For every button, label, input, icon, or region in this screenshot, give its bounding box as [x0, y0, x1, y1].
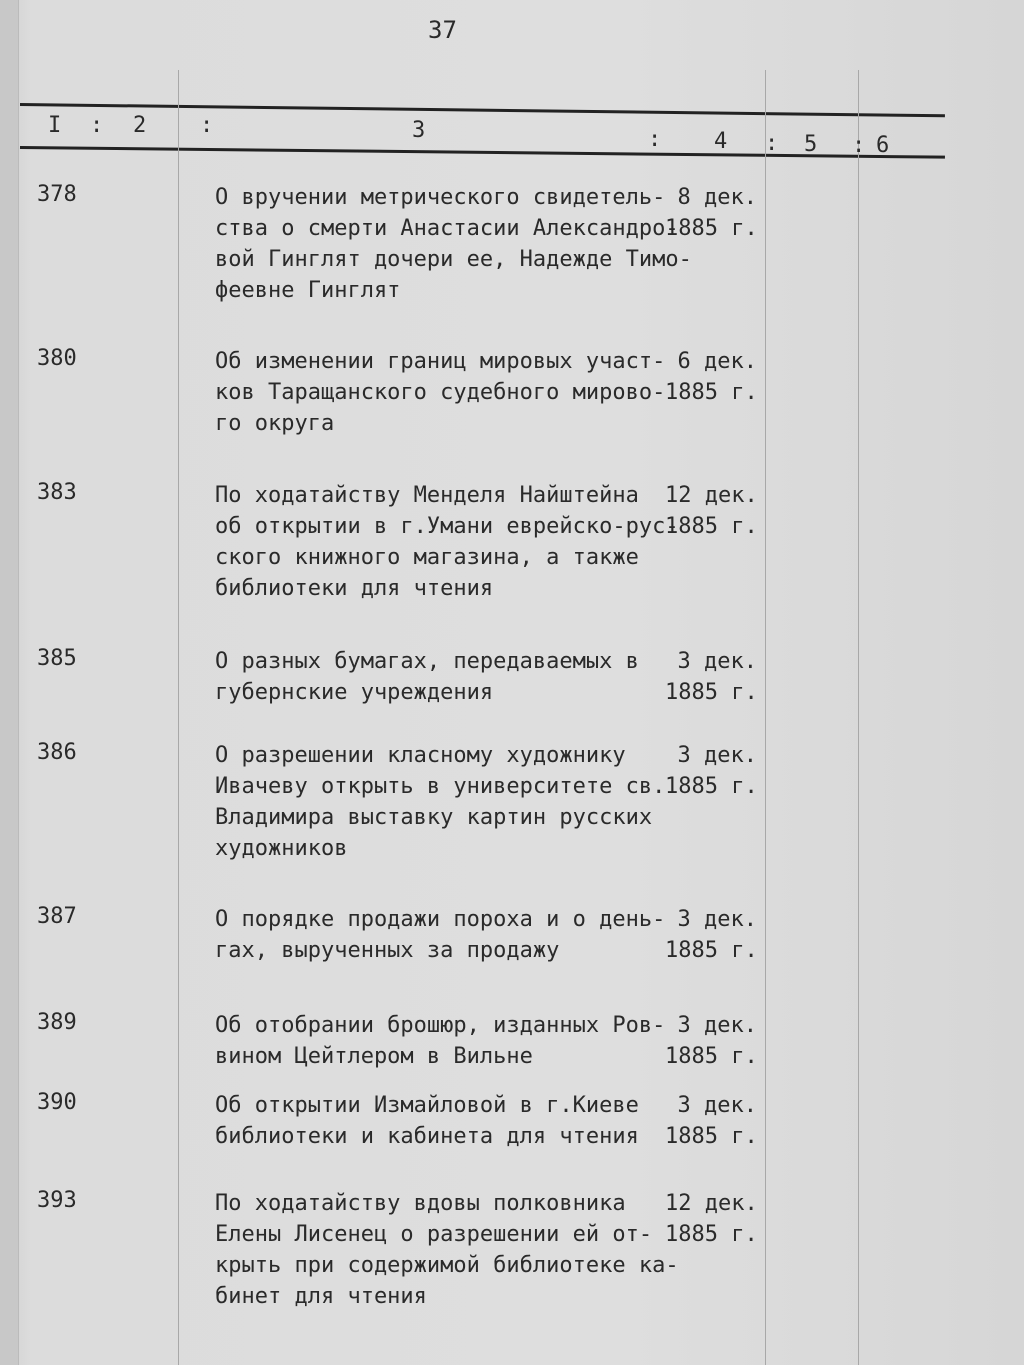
entry-date — [665, 480, 757, 542]
entry-number: 393 — [37, 1188, 77, 1213]
column-separator: : — [648, 127, 662, 152]
entry-description — [215, 1188, 679, 1312]
date-line: 3 дек. — [677, 743, 757, 768]
entry-description — [215, 480, 679, 604]
date-line: 3 дек. — [677, 1013, 757, 1038]
date-line: 12 дек. — [665, 483, 758, 508]
date-line: 1885 г. — [665, 514, 758, 539]
description-line: ского книжного магазина, а также — [215, 545, 639, 570]
description-line: об открытии в г.Умани еврейско-рус- — [215, 514, 679, 539]
date-line: 1885 г. — [665, 1222, 758, 1247]
entry-description — [215, 346, 665, 439]
column-divider — [858, 70, 859, 1365]
date-line: 3 дек. — [677, 1093, 757, 1118]
entry-description — [215, 740, 665, 864]
column-divider — [178, 70, 179, 1365]
column-header-1: I — [48, 113, 62, 138]
date-line: 12 дек. — [665, 1191, 758, 1216]
entry-date — [665, 1090, 757, 1152]
description-line: По ходатайству Менделя Найштейна — [215, 483, 639, 508]
date-line: 8 дек. — [677, 185, 757, 210]
description-line: О вручении метрического свидетель- — [215, 185, 666, 210]
entry-number: 380 — [37, 346, 77, 371]
description-line: Елены Лисенец о разрешении ей от- — [215, 1222, 653, 1247]
entry-number: 390 — [37, 1090, 77, 1115]
description-line: феевне Гинглят — [215, 278, 401, 303]
column-header-5: 5 — [804, 132, 818, 157]
date-line: 1885 г. — [665, 1044, 758, 1069]
date-line: 1885 г. — [665, 938, 758, 963]
entry-date — [665, 904, 757, 966]
description-line: гах, вырученных за продажу — [215, 938, 560, 963]
description-line: бинет для чтения — [215, 1284, 427, 1309]
description-line: О разрешении класному художнику — [215, 743, 626, 768]
column-header-4: 4 — [714, 129, 728, 154]
column-separator: : — [200, 113, 214, 138]
date-line: 1885 г. — [665, 216, 758, 241]
description-line: вином Цейтлером в Вильне — [215, 1044, 533, 1069]
description-line: О разных бумагах, передаваемых в — [215, 649, 639, 674]
description-line: библиотеки и кабинета для чтения — [215, 1124, 639, 1149]
column-header-3: 3 — [412, 118, 426, 143]
entry-number: 383 — [37, 480, 77, 505]
description-line: По ходатайству вдовы полковника — [215, 1191, 626, 1216]
date-line: 3 дек. — [677, 649, 757, 674]
entry-number: 385 — [37, 646, 77, 671]
description-line: О порядке продажи пороха и о день- — [215, 907, 666, 932]
description-line: художников — [215, 836, 348, 861]
entry-date — [665, 740, 757, 802]
description-line: Ивачеву открыть в университете св. — [215, 774, 666, 799]
entry-date — [665, 1188, 757, 1250]
column-separator: : — [852, 133, 866, 158]
date-line: 6 дек. — [677, 349, 757, 374]
entry-description — [215, 1090, 639, 1152]
description-line: Об отобрании брошюр, изданных Ров- — [215, 1013, 666, 1038]
date-line: 1885 г. — [665, 380, 758, 405]
entry-number: 378 — [37, 182, 77, 207]
column-header-2: 2 — [133, 113, 147, 138]
description-line: ков Таращанского судебного мирово- — [215, 380, 666, 405]
description-line: го округа — [215, 411, 335, 436]
entry-description — [215, 904, 665, 966]
description-line: Об открытии Измайловой в г.Киеве — [215, 1093, 639, 1118]
entry-date — [665, 646, 757, 708]
entry-number: 387 — [37, 904, 77, 929]
date-line: 3 дек. — [677, 907, 757, 932]
entry-number: 389 — [37, 1010, 77, 1035]
entry-date — [665, 346, 757, 408]
description-line: ства о смерти Анастасии Александро- — [215, 216, 679, 241]
entry-description — [215, 646, 639, 708]
description-line: крыть при содержимой библиотеке ка- — [215, 1253, 679, 1278]
page-number: 37 — [428, 16, 457, 44]
description-line: Об изменении границ мировых участ- — [215, 349, 666, 374]
description-line: вой Гинглят дочери ее, Надежде Тимо- — [215, 247, 692, 272]
entry-description — [215, 1010, 665, 1072]
column-separator: : — [765, 131, 779, 156]
entry-description — [215, 182, 692, 306]
description-line: губернские учреждения — [215, 680, 494, 705]
column-header-6: 6 — [876, 133, 890, 158]
column-divider — [765, 70, 766, 1365]
description-line: Владимира выставку картин русских — [215, 805, 653, 830]
date-line: 1885 г. — [665, 680, 758, 705]
date-line: 1885 г. — [665, 774, 758, 799]
header-rule-top — [20, 103, 945, 117]
entry-date — [665, 182, 757, 244]
entry-date — [665, 1010, 757, 1072]
entry-number: 386 — [37, 740, 77, 765]
description-line: библиотеки для чтения — [215, 576, 494, 601]
date-line: 1885 г. — [665, 1124, 758, 1149]
binding-edge — [0, 0, 19, 1365]
column-separator: : — [90, 113, 104, 138]
